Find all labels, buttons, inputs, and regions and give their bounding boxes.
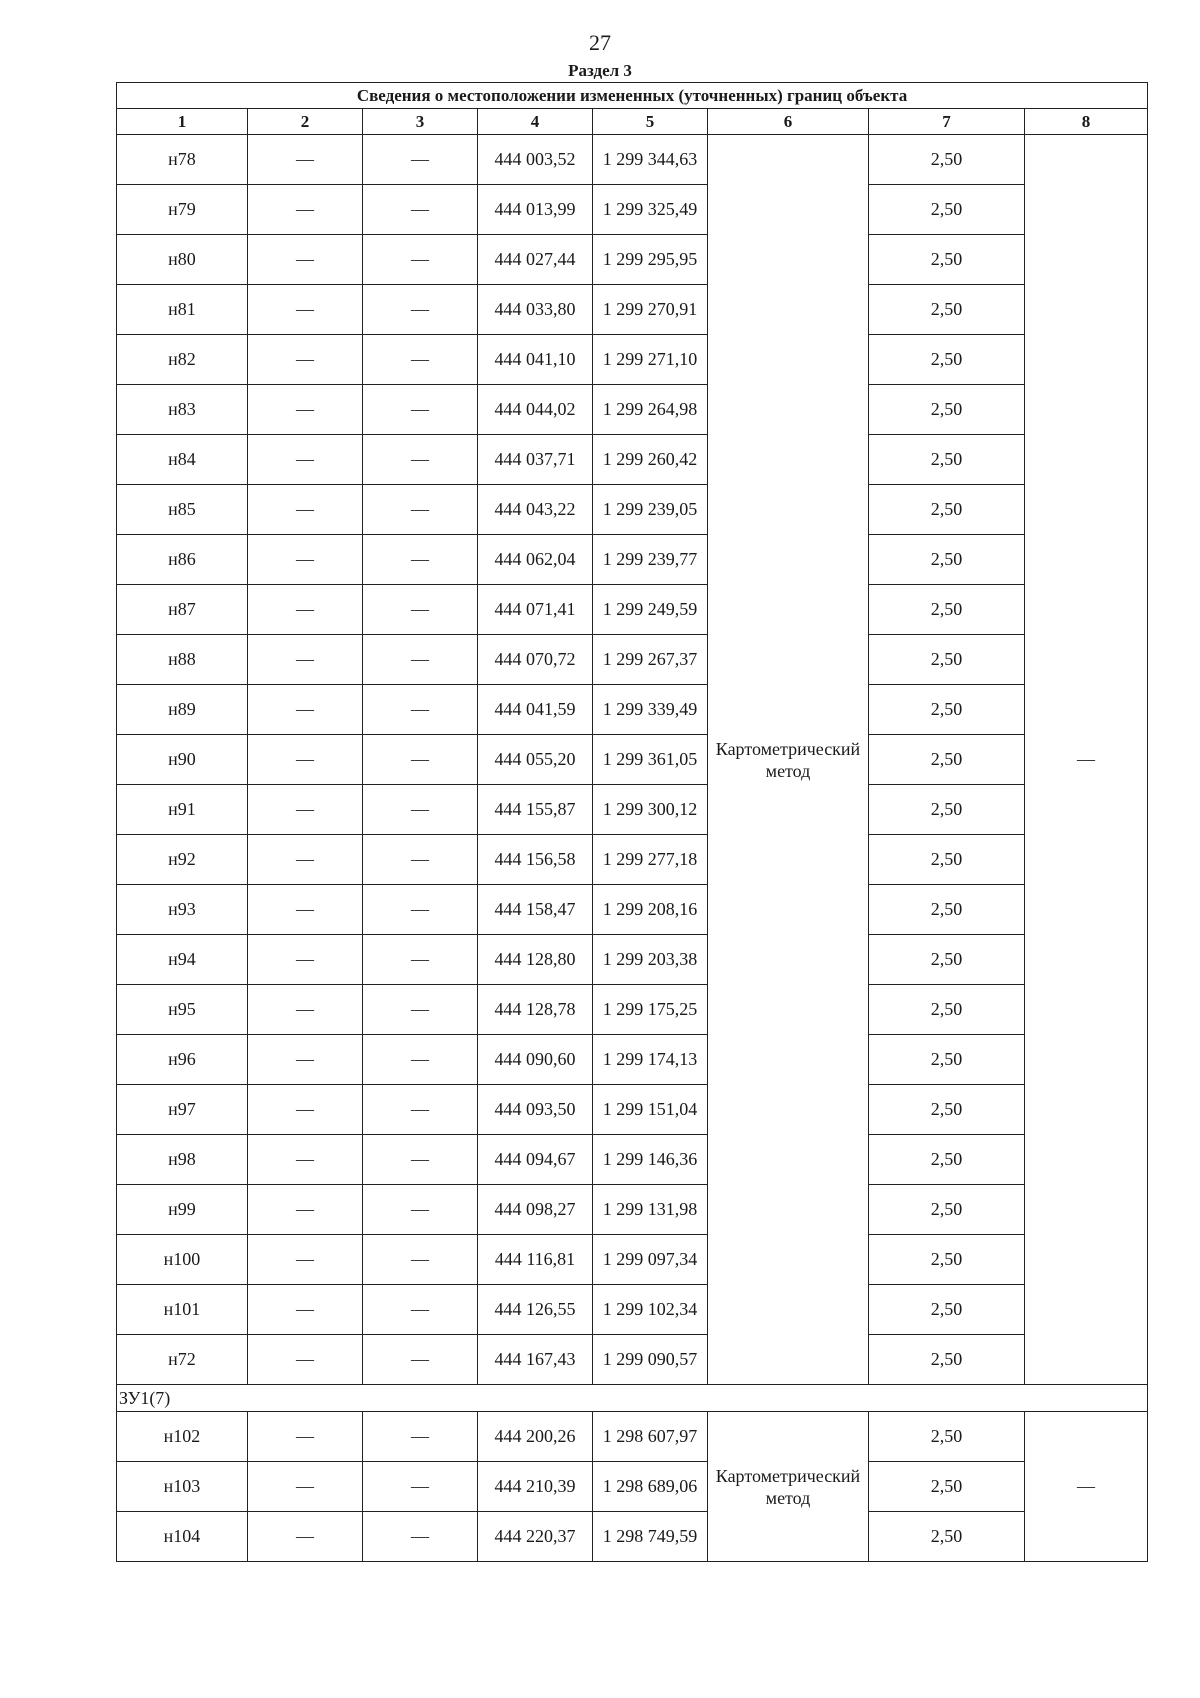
column-3-cell: —	[363, 1512, 478, 1562]
table-row	[117, 985, 1148, 1035]
x-coordinate-cell: 444 044,02	[478, 385, 593, 435]
column-8-cell: —	[1025, 1412, 1148, 1562]
y-coordinate-cell: 1 299 344,63	[593, 135, 708, 185]
column-2-cell: —	[248, 785, 363, 835]
accuracy-cell: 2,50	[869, 535, 1025, 585]
column-3-cell: —	[363, 185, 478, 235]
column-3-cell: —	[363, 285, 478, 335]
x-coordinate-cell: 444 167,43	[478, 1335, 593, 1385]
accuracy-cell: 2,50	[869, 385, 1025, 435]
accuracy-cell: 2,50	[869, 135, 1025, 185]
y-coordinate-cell: 1 299 239,05	[593, 485, 708, 535]
accuracy-cell: 2,50	[869, 585, 1025, 635]
column-3-cell: —	[363, 435, 478, 485]
accuracy-cell: 2,50	[869, 835, 1025, 885]
y-coordinate-cell: 1 299 090,57	[593, 1335, 708, 1385]
column-2-cell: —	[248, 585, 363, 635]
y-coordinate-cell: 1 299 361,05	[593, 735, 708, 785]
accuracy-cell: 2,50	[869, 1462, 1025, 1512]
point-name-cell: н85	[117, 485, 248, 535]
point-name-cell: н95	[117, 985, 248, 1035]
column-2-cell: —	[248, 1462, 363, 1512]
point-name-cell: н91	[117, 785, 248, 835]
point-name-cell: н72	[117, 1335, 248, 1385]
table-row	[117, 485, 1148, 535]
y-coordinate-cell: 1 299 097,34	[593, 1235, 708, 1285]
y-coordinate-cell: 1 299 295,95	[593, 235, 708, 285]
x-coordinate-cell: 444 116,81	[478, 1235, 593, 1285]
x-coordinate-cell: 444 094,67	[478, 1135, 593, 1185]
table-row	[117, 285, 1148, 335]
x-coordinate-cell: 444 126,55	[478, 1285, 593, 1335]
y-coordinate-cell: 1 299 325,49	[593, 185, 708, 235]
accuracy-cell: 2,50	[869, 985, 1025, 1035]
point-name-cell: н97	[117, 1085, 248, 1135]
column-2-cell: —	[248, 985, 363, 1035]
y-coordinate-cell: 1 299 102,34	[593, 1285, 708, 1335]
table-row	[117, 885, 1148, 935]
point-name-cell: н83	[117, 385, 248, 435]
x-coordinate-cell: 444 041,59	[478, 685, 593, 735]
column-number: 5	[593, 109, 708, 135]
column-number-row	[117, 109, 1148, 135]
table-row	[117, 585, 1148, 635]
method-cell: Картометрический метод	[708, 135, 869, 1385]
column-3-cell: —	[363, 335, 478, 385]
table-title: Сведения о местоположении измененных (уточненных) границ объекта	[117, 83, 1148, 109]
point-name-cell: н98	[117, 1135, 248, 1185]
boundary-coordinates-table	[116, 82, 1148, 1562]
column-3-cell: —	[363, 585, 478, 635]
column-3-cell: —	[363, 935, 478, 985]
point-name-cell: н100	[117, 1235, 248, 1285]
group-label-row	[117, 1385, 1148, 1412]
y-coordinate-cell: 1 298 689,06	[593, 1462, 708, 1512]
table-title-row	[117, 83, 1148, 109]
table-row	[117, 1335, 1148, 1385]
point-name-cell: н79	[117, 185, 248, 235]
y-coordinate-cell: 1 299 271,10	[593, 335, 708, 385]
column-3-cell: —	[363, 735, 478, 785]
point-name-cell: н99	[117, 1185, 248, 1235]
column-3-cell: —	[363, 985, 478, 1035]
point-name-cell: н82	[117, 335, 248, 385]
column-2-cell: —	[248, 935, 363, 985]
y-coordinate-cell: 1 299 131,98	[593, 1185, 708, 1235]
accuracy-cell: 2,50	[869, 785, 1025, 835]
point-name-cell: н89	[117, 685, 248, 735]
column-2-cell: —	[248, 1335, 363, 1385]
table-row	[117, 685, 1148, 735]
y-coordinate-cell: 1 299 277,18	[593, 835, 708, 885]
accuracy-cell: 2,50	[869, 935, 1025, 985]
column-2-cell: —	[248, 1285, 363, 1335]
y-coordinate-cell: 1 299 300,12	[593, 785, 708, 835]
y-coordinate-cell: 1 299 175,25	[593, 985, 708, 1035]
x-coordinate-cell: 444 071,41	[478, 585, 593, 635]
accuracy-cell: 2,50	[869, 335, 1025, 385]
point-name-cell: н87	[117, 585, 248, 635]
column-number: 3	[363, 109, 478, 135]
point-name-cell: н96	[117, 1035, 248, 1085]
x-coordinate-cell: 444 043,22	[478, 485, 593, 535]
x-coordinate-cell: 444 098,27	[478, 1185, 593, 1235]
table-row	[117, 1462, 1148, 1512]
x-coordinate-cell: 444 070,72	[478, 635, 593, 685]
accuracy-cell: 2,50	[869, 1185, 1025, 1235]
column-number: 7	[869, 109, 1025, 135]
table-row	[117, 1512, 1148, 1562]
accuracy-cell: 2,50	[869, 1512, 1025, 1562]
point-name-cell: н88	[117, 635, 248, 685]
y-coordinate-cell: 1 299 208,16	[593, 885, 708, 935]
x-coordinate-cell: 444 128,78	[478, 985, 593, 1035]
column-3-cell: —	[363, 835, 478, 885]
x-coordinate-cell: 444 062,04	[478, 535, 593, 585]
y-coordinate-cell: 1 299 260,42	[593, 435, 708, 485]
accuracy-cell: 2,50	[869, 1085, 1025, 1135]
column-3-cell: —	[363, 635, 478, 685]
table-row	[117, 535, 1148, 585]
column-number: 2	[248, 109, 363, 135]
column-2-cell: —	[248, 535, 363, 585]
table-row	[117, 935, 1148, 985]
accuracy-cell: 2,50	[869, 735, 1025, 785]
x-coordinate-cell: 444 220,37	[478, 1512, 593, 1562]
y-coordinate-cell: 1 298 607,97	[593, 1412, 708, 1462]
column-2-cell: —	[248, 1235, 363, 1285]
x-coordinate-cell: 444 200,26	[478, 1412, 593, 1462]
accuracy-cell: 2,50	[869, 485, 1025, 535]
point-name-cell: н103	[117, 1462, 248, 1512]
accuracy-cell: 2,50	[869, 185, 1025, 235]
x-coordinate-cell: 444 003,52	[478, 135, 593, 185]
point-name-cell: н81	[117, 285, 248, 335]
column-3-cell: —	[363, 385, 478, 435]
column-2-cell: —	[248, 335, 363, 385]
column-3-cell: —	[363, 135, 478, 185]
x-coordinate-cell: 444 013,99	[478, 185, 593, 235]
accuracy-cell: 2,50	[869, 1412, 1025, 1462]
column-3-cell: —	[363, 785, 478, 835]
column-3-cell: —	[363, 1412, 478, 1462]
point-name-cell: н90	[117, 735, 248, 785]
accuracy-cell: 2,50	[869, 285, 1025, 335]
column-8-cell: —	[1025, 135, 1148, 1385]
accuracy-cell: 2,50	[869, 235, 1025, 285]
table-row	[117, 335, 1148, 385]
column-3-cell: —	[363, 535, 478, 585]
point-name-cell: н94	[117, 935, 248, 985]
column-2-cell: —	[248, 1035, 363, 1085]
page-number: 27	[589, 30, 611, 55]
accuracy-cell: 2,50	[869, 1335, 1025, 1385]
point-name-cell: н102	[117, 1412, 248, 1462]
table-row	[117, 1412, 1148, 1462]
point-name-cell: н78	[117, 135, 248, 185]
column-3-cell: —	[363, 485, 478, 535]
column-2-cell: —	[248, 1185, 363, 1235]
column-3-cell: —	[363, 885, 478, 935]
y-coordinate-cell: 1 299 239,77	[593, 535, 708, 585]
point-name-cell: н93	[117, 885, 248, 935]
point-name-cell: н84	[117, 435, 248, 485]
group-label: ЗУ1(7)	[117, 1385, 1148, 1412]
table-row	[117, 785, 1148, 835]
table-row	[117, 1135, 1148, 1185]
point-name-cell: н92	[117, 835, 248, 885]
column-2-cell: —	[248, 235, 363, 285]
x-coordinate-cell: 444 093,50	[478, 1085, 593, 1135]
y-coordinate-cell: 1 299 174,13	[593, 1035, 708, 1085]
column-number: 1	[117, 109, 248, 135]
accuracy-cell: 2,50	[869, 1285, 1025, 1335]
column-3-cell: —	[363, 1235, 478, 1285]
table-row	[117, 735, 1148, 785]
accuracy-cell: 2,50	[869, 885, 1025, 935]
accuracy-cell: 2,50	[869, 685, 1025, 735]
accuracy-cell: 2,50	[869, 435, 1025, 485]
x-coordinate-cell: 444 210,39	[478, 1462, 593, 1512]
column-3-cell: —	[363, 1035, 478, 1085]
column-2-cell: —	[248, 285, 363, 335]
column-2-cell: —	[248, 885, 363, 935]
column-number: 8	[1025, 109, 1148, 135]
column-3-cell: —	[363, 685, 478, 735]
table-row	[117, 1035, 1148, 1085]
x-coordinate-cell: 444 037,71	[478, 435, 593, 485]
column-2-cell: —	[248, 185, 363, 235]
y-coordinate-cell: 1 299 339,49	[593, 685, 708, 735]
column-2-cell: —	[248, 735, 363, 785]
x-coordinate-cell: 444 055,20	[478, 735, 593, 785]
y-coordinate-cell: 1 299 267,37	[593, 635, 708, 685]
column-2-cell: —	[248, 1085, 363, 1135]
accuracy-cell: 2,50	[869, 635, 1025, 685]
x-coordinate-cell: 444 155,87	[478, 785, 593, 835]
table-row	[117, 235, 1148, 285]
column-2-cell: —	[248, 435, 363, 485]
column-3-cell: —	[363, 1085, 478, 1135]
y-coordinate-cell: 1 298 749,59	[593, 1512, 708, 1562]
point-name-cell: н104	[117, 1512, 248, 1562]
table-row	[117, 385, 1148, 435]
table-row	[117, 1185, 1148, 1235]
column-2-cell: —	[248, 1135, 363, 1185]
x-coordinate-cell: 444 027,44	[478, 235, 593, 285]
x-coordinate-cell: 444 156,58	[478, 835, 593, 885]
column-2-cell: —	[248, 1512, 363, 1562]
table-row	[117, 135, 1148, 185]
column-3-cell: —	[363, 1285, 478, 1335]
section-title: Раздел 3	[568, 61, 632, 80]
point-name-cell: н80	[117, 235, 248, 285]
point-name-cell: н86	[117, 535, 248, 585]
column-2-cell: —	[248, 635, 363, 685]
table-row	[117, 1285, 1148, 1335]
column-2-cell: —	[248, 685, 363, 735]
column-number: 6	[708, 109, 869, 135]
table-row	[117, 435, 1148, 485]
column-2-cell: —	[248, 485, 363, 535]
column-2-cell: —	[248, 385, 363, 435]
x-coordinate-cell: 444 041,10	[478, 335, 593, 385]
x-coordinate-cell: 444 128,80	[478, 935, 593, 985]
method-cell: Картометрический метод	[708, 1412, 869, 1562]
column-3-cell: —	[363, 1335, 478, 1385]
accuracy-cell: 2,50	[869, 1135, 1025, 1185]
table-row	[117, 635, 1148, 685]
x-coordinate-cell: 444 033,80	[478, 285, 593, 335]
x-coordinate-cell: 444 158,47	[478, 885, 593, 935]
column-number: 4	[478, 109, 593, 135]
table-row	[117, 1235, 1148, 1285]
y-coordinate-cell: 1 299 146,36	[593, 1135, 708, 1185]
accuracy-cell: 2,50	[869, 1035, 1025, 1085]
accuracy-cell: 2,50	[869, 1235, 1025, 1285]
point-name-cell: н101	[117, 1285, 248, 1335]
y-coordinate-cell: 1 299 151,04	[593, 1085, 708, 1135]
y-coordinate-cell: 1 299 264,98	[593, 385, 708, 435]
column-2-cell: —	[248, 1412, 363, 1462]
table-row	[117, 185, 1148, 235]
y-coordinate-cell: 1 299 203,38	[593, 935, 708, 985]
column-3-cell: —	[363, 1135, 478, 1185]
y-coordinate-cell: 1 299 270,91	[593, 285, 708, 335]
table-row	[117, 835, 1148, 885]
column-2-cell: —	[248, 835, 363, 885]
table-row	[117, 1085, 1148, 1135]
column-3-cell: —	[363, 1185, 478, 1235]
y-coordinate-cell: 1 299 249,59	[593, 585, 708, 635]
column-3-cell: —	[363, 235, 478, 285]
column-2-cell: —	[248, 135, 363, 185]
column-3-cell: —	[363, 1462, 478, 1512]
x-coordinate-cell: 444 090,60	[478, 1035, 593, 1085]
